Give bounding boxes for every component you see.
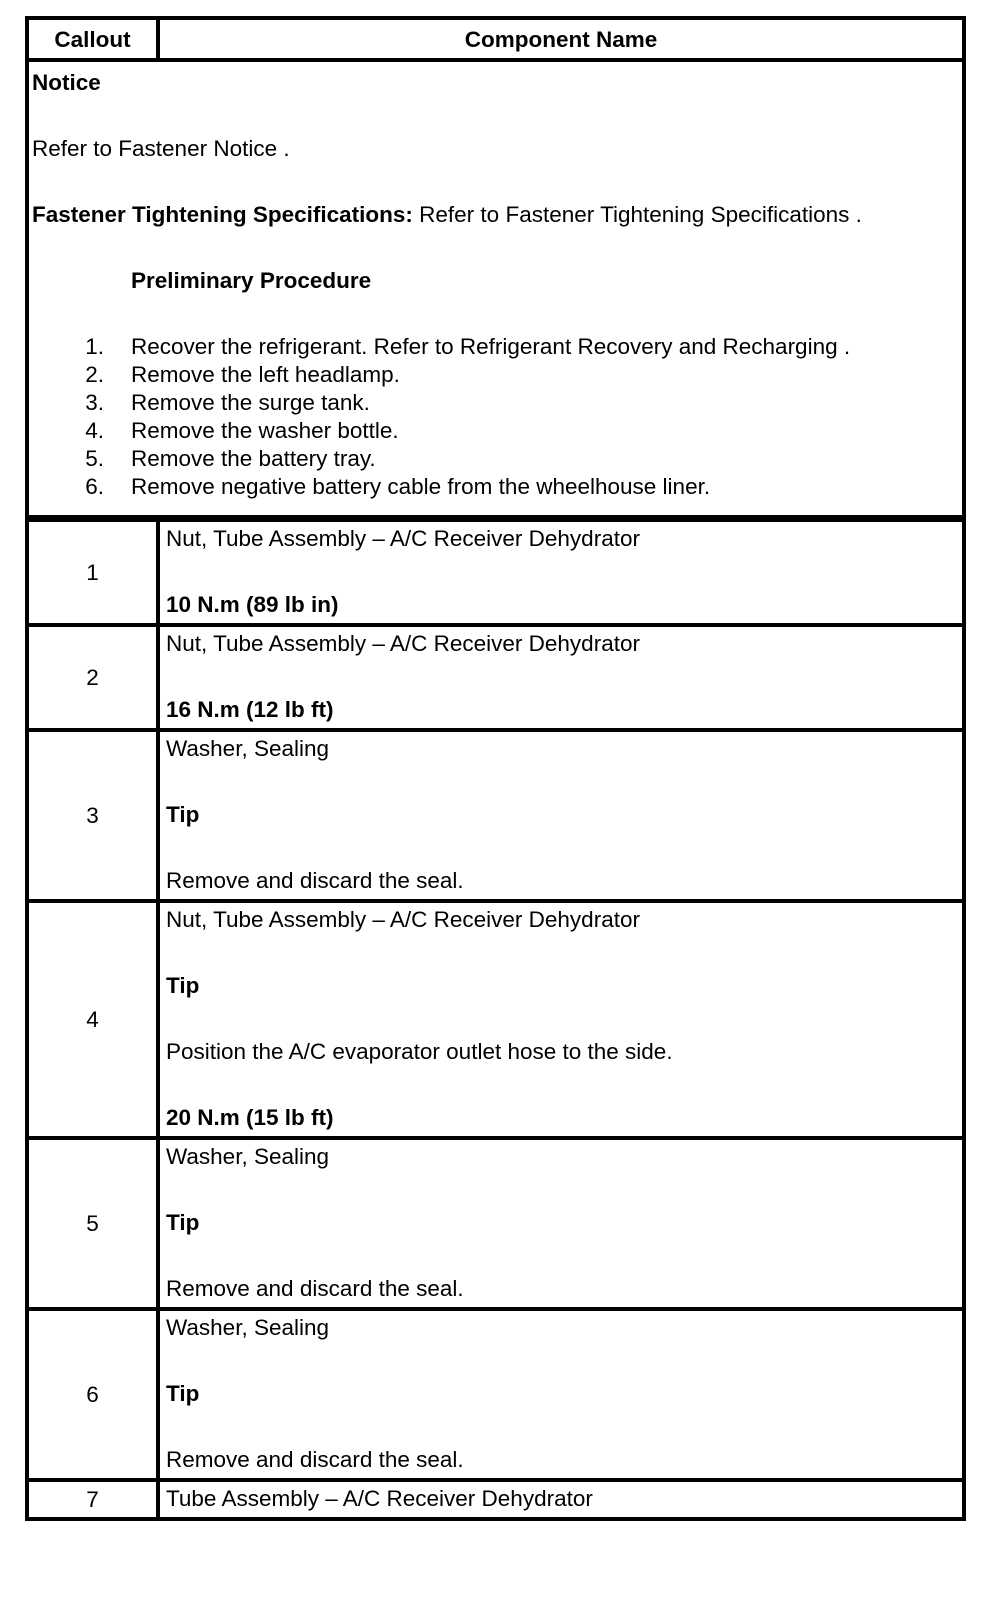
callout-number: 5 <box>27 1138 158 1309</box>
component-name: Nut, Tube Assembly – A/C Receiver Dehydrator <box>166 907 640 932</box>
notice-cell <box>27 60 964 519</box>
torque-spec: 20 N.m (15 lb ft) <box>166 1105 334 1130</box>
callout-number: 1 <box>27 519 158 626</box>
component-cell <box>158 625 964 730</box>
procedure-steps <box>32 333 962 501</box>
table-row <box>27 1480 964 1519</box>
tip-text: Remove and discard the seal. <box>166 1447 464 1472</box>
procedure-step: 1. Recover the refrigerant. Refer to Refrigerant Recovery and Recharging . <box>85 334 851 359</box>
tightening-spec-text: Refer to Fastener Tightening Specifications . <box>412 202 862 227</box>
component-name: Washer, Sealing <box>166 1144 330 1169</box>
tip-label: Tip <box>166 973 200 998</box>
component-table <box>25 16 966 1521</box>
table-row <box>27 1309 964 1480</box>
header-row <box>27 18 964 60</box>
callout-number: 6 <box>27 1309 158 1480</box>
component-cell <box>158 730 964 901</box>
component-cell <box>158 519 964 626</box>
procedure-step: 6. Remove negative battery cable from the wheelhouse liner. <box>85 474 711 499</box>
component-cell <box>158 901 964 1138</box>
tip-label: Tip <box>166 1210 200 1235</box>
tip-label: Tip <box>166 802 200 827</box>
component-name-header: Component Name <box>158 18 964 60</box>
table-row <box>27 1138 964 1309</box>
fastener-notice-text: Refer to Fastener Notice . <box>32 136 290 161</box>
component-name: Nut, Tube Assembly – A/C Receiver Dehydrator <box>166 631 640 656</box>
procedure-step: 4. Remove the washer bottle. <box>85 418 399 443</box>
component-cell <box>158 1480 964 1519</box>
callout-header: Callout <box>27 18 158 60</box>
notice-row <box>27 60 964 519</box>
component-cell <box>158 1309 964 1480</box>
notice-title: Notice <box>32 70 101 95</box>
procedure-step: 3. Remove the surge tank. <box>85 390 370 415</box>
torque-spec: 16 N.m (12 lb ft) <box>166 697 334 722</box>
procedure-step: 5. Remove the battery tray. <box>85 446 376 471</box>
tightening-spec-line <box>32 201 962 228</box>
callout-number: 2 <box>27 625 158 730</box>
torque-spec: 10 N.m (89 lb in) <box>166 592 339 617</box>
table-row <box>27 519 964 626</box>
callout-number: 4 <box>27 901 158 1138</box>
procedure-step: 2. Remove the left headlamp. <box>85 362 400 387</box>
procedure-title: Preliminary Procedure <box>131 268 372 293</box>
component-name: Nut, Tube Assembly – A/C Receiver Dehydrator <box>166 526 640 551</box>
component-name: Washer, Sealing <box>166 736 330 761</box>
table-row <box>27 730 964 901</box>
component-name: Tube Assembly – A/C Receiver Dehydrator <box>166 1486 593 1511</box>
callout-number: 7 <box>27 1480 158 1519</box>
table-row <box>27 901 964 1138</box>
tip-text: Remove and discard the seal. <box>166 1276 464 1301</box>
tip-label: Tip <box>166 1381 200 1406</box>
component-cell <box>158 1138 964 1309</box>
table-row <box>27 625 964 730</box>
component-name: Washer, Sealing <box>166 1315 330 1340</box>
callout-number: 3 <box>27 730 158 901</box>
tip-text: Position the A/C evaporator outlet hose to the side. <box>166 1039 673 1064</box>
tip-text: Remove and discard the seal. <box>166 868 464 893</box>
tightening-spec-label: Fastener Tightening Specifications: <box>32 202 413 227</box>
